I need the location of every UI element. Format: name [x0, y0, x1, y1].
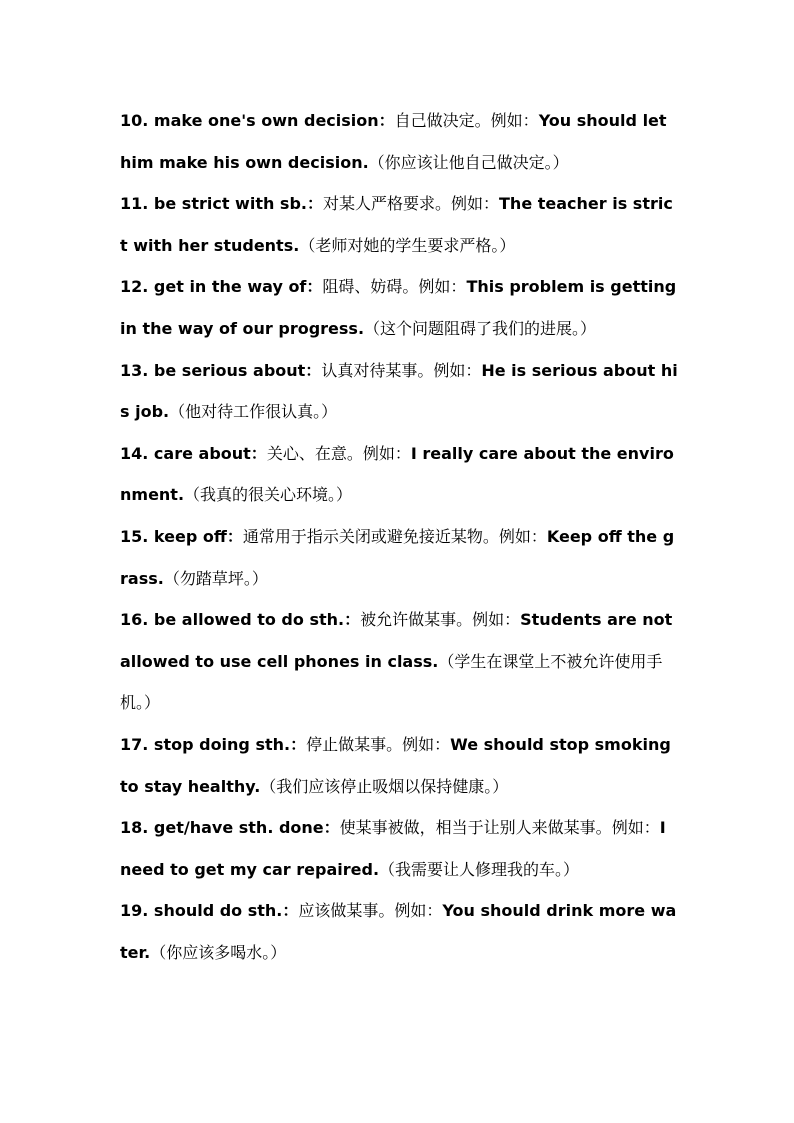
- example-label: 例如：: [498, 526, 547, 546]
- item-meaning: 被允许做某事。: [360, 610, 473, 630]
- list-item: [120, 350, 678, 433]
- item-translation: （老师对她的学生要求严格。）: [299, 235, 516, 255]
- list-item: [120, 807, 678, 890]
- item-phrase: keep off：: [153, 526, 243, 546]
- item-number: 11.: [120, 194, 149, 214]
- item-translation: （我需要让人修理我的车。）: [379, 859, 580, 879]
- list-item: [120, 183, 678, 266]
- item-translation: （我们应该停止吸烟以保持健康。）: [260, 776, 509, 796]
- item-number: 16.: [120, 610, 149, 630]
- item-phrase: get/have sth. done：: [153, 818, 340, 838]
- list-item: [120, 890, 678, 973]
- item-example: You should drink more water.: [120, 901, 677, 962]
- item-translation: （学生在课堂上不被允许使用手机。）: [120, 651, 663, 713]
- list-item: [120, 266, 678, 349]
- example-label: 例如：: [611, 818, 660, 838]
- vocabulary-list: [120, 100, 678, 973]
- item-number: 17.: [120, 734, 149, 754]
- item-meaning: 应该做某事。: [298, 901, 395, 921]
- item-example: You should let him make his own decision.: [120, 111, 667, 172]
- item-translation: （我真的很关心环境。）: [184, 485, 353, 505]
- example-label: 例如：: [394, 901, 443, 921]
- item-phrase: be serious about：: [153, 360, 322, 380]
- item-number: 10.: [120, 111, 149, 130]
- item-example: We should stop smoking to stay healthy.: [120, 734, 671, 796]
- example-label: 例如：: [472, 610, 521, 630]
- item-translation: （勿踏草坪。）: [163, 568, 268, 588]
- item-example: This problem is getting in the way of our progress.: [120, 277, 677, 338]
- item-phrase: stop doing sth.：: [153, 734, 307, 754]
- list-item: [120, 516, 678, 599]
- item-phrase: be strict with sb.：: [153, 194, 323, 214]
- item-translation: （这个问题阻碍了我们的进展。）: [364, 318, 597, 338]
- item-meaning: 阻碍、妨碍。: [322, 277, 419, 297]
- list-item: [120, 433, 678, 516]
- item-number: 12.: [120, 277, 149, 297]
- item-meaning: 关心、在意。: [266, 443, 363, 463]
- item-example: The teacher is strict with her students.: [120, 194, 673, 255]
- item-meaning: 通常用于指示关闭或避免接近某物。: [242, 526, 499, 546]
- list-item: [120, 599, 678, 724]
- item-meaning: 自己做决定。: [394, 111, 491, 130]
- item-number: 14.: [120, 443, 149, 463]
- item-example: Keep off the grass.: [120, 526, 675, 588]
- item-example: I need to get my car repaired.: [120, 818, 666, 879]
- item-phrase: get in the way of：: [153, 277, 323, 297]
- item-number: 19.: [120, 901, 149, 921]
- item-phrase: should do sth.：: [153, 901, 299, 921]
- item-translation: （他对待工作很认真。）: [169, 402, 338, 422]
- item-example: He is serious about his job.: [120, 360, 678, 422]
- item-phrase: care about：: [153, 443, 267, 463]
- example-label: 例如：: [402, 734, 451, 754]
- list-item: [120, 100, 678, 183]
- example-label: 例如：: [433, 360, 482, 380]
- item-number: 18.: [120, 818, 149, 838]
- example-label: 例如：: [451, 194, 500, 214]
- item-example: I really care about the environment.: [120, 443, 674, 505]
- item-translation: （你应该让他自己做决定。）: [368, 152, 569, 172]
- item-meaning: 对某人严格要求。: [322, 194, 451, 214]
- item-translation: （你应该多喝水。）: [150, 942, 287, 962]
- item-phrase: be allowed to do sth.：: [153, 610, 361, 630]
- item-number: 13.: [120, 360, 149, 380]
- item-number: 15.: [120, 526, 149, 546]
- item-meaning: 使某事被做，相当于让别人来做某事。: [339, 818, 612, 838]
- item-meaning: 认真对待某事。: [321, 360, 434, 380]
- list-item: [120, 724, 678, 807]
- example-label: 例如：: [418, 277, 467, 297]
- example-label: 例如：: [490, 111, 539, 130]
- example-label: 例如：: [362, 443, 411, 463]
- item-meaning: 停止做某事。: [306, 734, 403, 754]
- item-example: Students are not allowed to use cell phones in class.: [120, 610, 673, 671]
- item-phrase: make one's own decision：: [153, 111, 395, 130]
